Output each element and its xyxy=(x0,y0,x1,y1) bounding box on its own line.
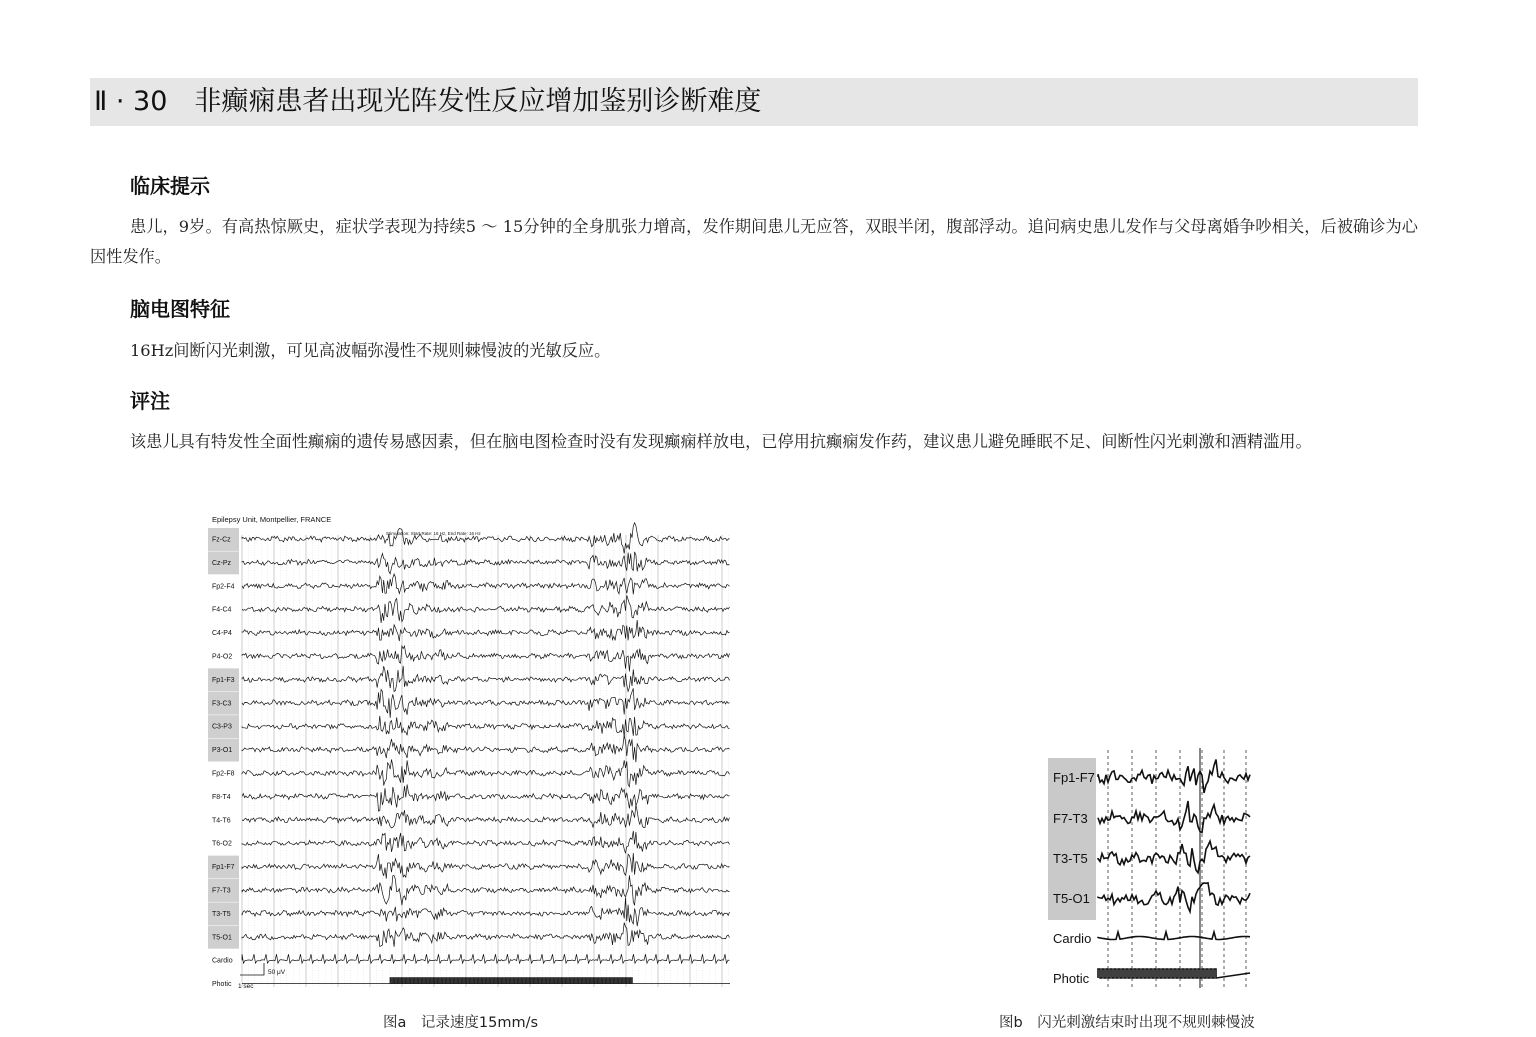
channel-cz-pz xyxy=(208,551,730,574)
figure-b-markers xyxy=(1108,748,1246,988)
channel-label: F8-T4 xyxy=(212,793,231,801)
figure-a-grid xyxy=(242,535,728,987)
eeg-trace xyxy=(242,875,730,905)
figure-b-caption: 图b 闪光刺激结束时出现不规则棘慢波 xyxy=(999,1015,1255,1031)
paragraph-commentary: 该患儿具有特发性全面性癫痫的遗传易感因素，但在脑电图检查时没有发现癫痫样放电，已停用抗癫痫发作药，建议患儿避免睡眠不足、间断性闪光刺激和酒精滥用。 xyxy=(130,432,1312,451)
eeg-trace xyxy=(242,853,730,879)
channel-fp2-f8 xyxy=(212,759,730,786)
channel-label: Fp1-F7 xyxy=(1053,770,1095,785)
channel-label: Cardio xyxy=(212,957,233,965)
eeg-figure-b xyxy=(1048,724,1252,992)
eeg-figure-a-chart xyxy=(208,513,732,997)
eeg-trace xyxy=(242,716,730,738)
heading-clinical-hint: 临床提示 xyxy=(130,174,210,198)
page-title: Ⅱ · 30 非癫痫患者出现光阵发性反应增加鉴别诊断难度 xyxy=(94,86,762,117)
eeg-trace xyxy=(242,595,730,623)
eeg-trace xyxy=(242,666,730,692)
channel-label: T4-T6 xyxy=(212,817,231,825)
eeg-figure-b-chart xyxy=(1048,724,1252,992)
heading-eeg-features: 脑电图特征 xyxy=(130,297,230,321)
channel-label: F3-C3 xyxy=(212,700,232,708)
calibration-bar xyxy=(238,963,286,990)
channel-p4-o2 xyxy=(212,646,730,672)
channel-fp1-f7 xyxy=(208,853,730,879)
channel-f8-t4 xyxy=(212,784,730,811)
eeg-trace xyxy=(242,688,730,718)
eeg-figure-a xyxy=(208,513,732,997)
eeg-trace xyxy=(242,954,730,963)
channel-label: P4-O2 xyxy=(212,653,233,661)
channel-label: Fp1-F3 xyxy=(212,676,235,684)
figure-a-header-text: Epilepsy Unit, Montpellier, FRANCE xyxy=(212,515,332,524)
eeg-trace xyxy=(242,759,730,786)
channel-label: Cardio xyxy=(1053,931,1092,946)
channel-t6-o2 xyxy=(212,831,730,853)
figure-a-caption: 图a 记录速度15mm/s xyxy=(383,1015,539,1031)
channel-f3-c3 xyxy=(208,688,730,718)
channel-label: Fp1-F7 xyxy=(212,864,235,872)
channel-label: T5-O1 xyxy=(212,934,232,942)
calibration-line xyxy=(240,963,264,975)
channel-cardio xyxy=(1053,931,1250,946)
eeg-trace xyxy=(242,805,730,828)
paragraph-clinical-hint: 患儿，9岁。有高热惊厥史，症状学表现为持续5 ～ 15分钟的全身肌张力增高，发作期间患儿无应答，双眼半闭，腹部浮动。追问病史患儿发作与父母离婚争吵相关，后被确诊为心因性发作。 xyxy=(90,217,1418,266)
eeg-trace xyxy=(1098,932,1250,940)
scale-amplitude: 50 μV xyxy=(268,969,286,976)
channel-label: Photic xyxy=(1053,971,1090,986)
eeg-trace xyxy=(242,574,730,594)
eeg-trace xyxy=(242,620,730,641)
eeg-trace xyxy=(242,735,730,762)
channel-fz-cz xyxy=(208,523,730,554)
channel-label: Photic xyxy=(212,981,232,989)
channel-label: T3-T5 xyxy=(1053,851,1088,866)
channel-photic xyxy=(212,978,730,989)
eeg-trace xyxy=(1098,969,1250,978)
channel-f7-t3 xyxy=(208,875,730,905)
channel-c4-p4 xyxy=(212,620,730,641)
channel-label: C4-P4 xyxy=(212,630,232,638)
channel-label: F7-T3 xyxy=(212,887,231,895)
channel-photic xyxy=(1053,969,1250,986)
eeg-trace xyxy=(242,784,730,811)
eeg-trace xyxy=(242,646,730,672)
eeg-trace xyxy=(242,552,730,574)
channel-label: C3-P3 xyxy=(212,723,232,731)
channel-label: F4-C4 xyxy=(212,606,232,614)
channel-label: Fp2-F8 xyxy=(212,770,235,778)
eeg-trace xyxy=(1098,841,1250,873)
channel-t3-t5 xyxy=(208,898,730,927)
channel-f4-c4 xyxy=(212,595,730,623)
channel-t5-o1 xyxy=(208,923,730,949)
channel-c3-p3 xyxy=(208,715,730,738)
channel-label: Cz-Pz xyxy=(212,559,232,567)
eeg-trace xyxy=(242,898,730,927)
paragraph-eeg-features: 16Hz间断闪光刺激，可见高波幅弥漫性不规则棘慢波的光敏反应。 xyxy=(130,341,611,360)
channel-cardio xyxy=(212,954,730,965)
channel-fp1-f3 xyxy=(208,666,730,692)
channel-label: Fz-Cz xyxy=(212,536,231,544)
scale-time: 1 sec xyxy=(238,983,254,990)
channel-label: T3-T5 xyxy=(212,910,231,918)
channel-label: F7-T3 xyxy=(1053,811,1088,826)
channel-t4-t6 xyxy=(212,805,730,828)
eeg-trace xyxy=(1098,801,1250,833)
channel-label: Fp2-F4 xyxy=(212,583,235,591)
channel-fp2-f4 xyxy=(212,574,730,594)
heading-commentary: 评注 xyxy=(130,389,170,413)
figure-a-stimulation-text: Stimulation: Start Rate: 16 Hz, End Rate: 16 Hz xyxy=(386,531,481,536)
eeg-trace xyxy=(242,923,730,947)
channel-label: T5-O1 xyxy=(1053,891,1090,906)
channel-label: P3-O1 xyxy=(212,747,233,755)
channel-p3-o1 xyxy=(208,735,730,762)
eeg-trace xyxy=(242,831,730,853)
eeg-trace xyxy=(242,978,730,984)
channel-label: T6-O2 xyxy=(212,840,232,848)
eeg-trace xyxy=(1098,760,1250,793)
eeg-trace xyxy=(1098,883,1250,912)
eeg-trace xyxy=(242,523,730,554)
